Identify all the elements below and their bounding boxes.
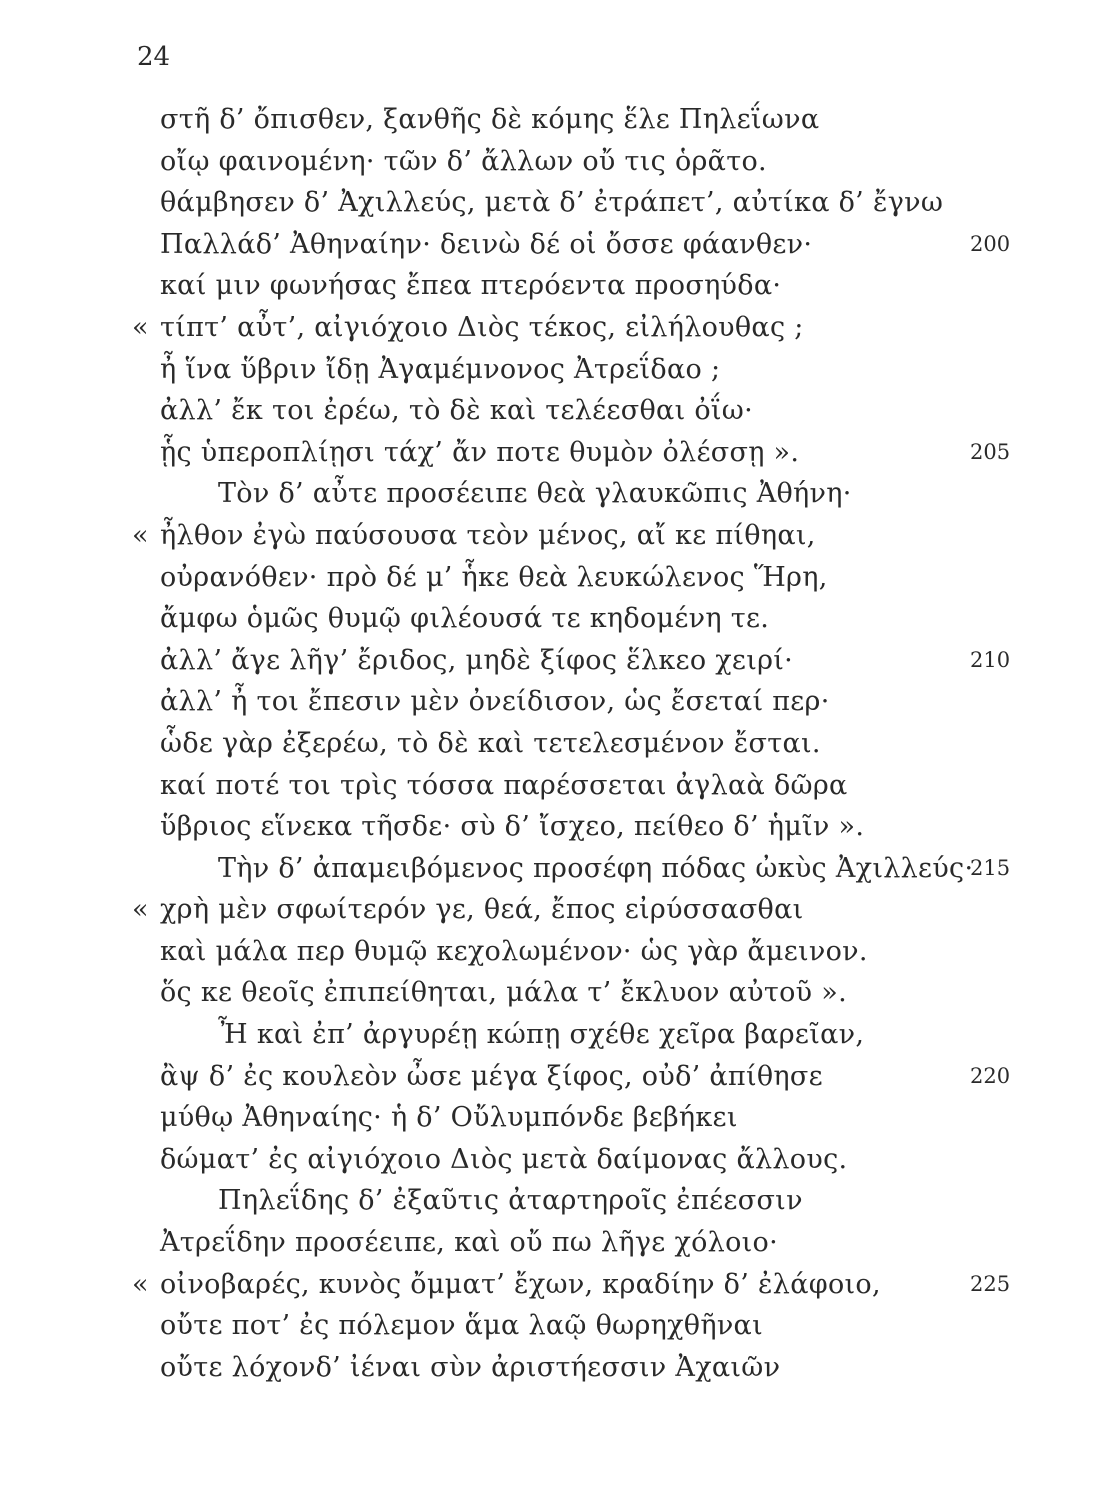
verse-line [0,765,1099,807]
verse-line [0,307,1099,349]
verse-line [0,1139,1099,1181]
verse-text: Τὴν δ’ ἀπαμειβόμενος προσέφη πόδας ὠκὺς Ἀχιλλεύς· [218,852,974,884]
quote-mark: « [132,519,149,551]
verse-line [0,1222,1099,1264]
line-number: 225 [970,1271,1011,1296]
verse-line [0,681,1099,723]
verse-text: Ἀτρεΐδην προσέειπε, καὶ οὔ πω λῆγε χόλοιο· [160,1227,778,1259]
verse-text: οὔτε ποτ’ ἐς πόλεμον ἅμα λαῷ θωρηχθῆναι [160,1310,763,1342]
quote-mark: « [132,894,149,926]
verse-text: Τὸν δ’ αὖτε προσέειπε θεὰ γλαυκῶπις Ἀθήνη· [218,478,852,510]
verse-line [0,1097,1099,1139]
verse-text: δώματ’ ἐς αἰγιόχοιο Διὸς μετὰ δαίμονας ἄλλους. [160,1143,848,1175]
verse-text: οὐρανόθεν· πρὸ δέ μ’ ἧκε θεὰ λευκώλενος Ἥρη, [160,561,828,593]
verse-line [0,848,1099,890]
verse-text: ὧδε γὰρ ἐξερέω, τὸ δὲ καὶ τετελεσμένον ἔσται. [160,727,821,759]
verse-text: ᾗς ὑπεροπλίῃσι τάχ’ ἄν ποτε θυμὸν ὀλέσσῃ ». [160,436,800,468]
verse-line [0,723,1099,765]
verse-line [0,1180,1099,1222]
verse-line [0,265,1099,307]
line-number: 220 [970,1063,1011,1088]
verse-line [0,806,1099,848]
verse-text: ἄμφω ὁμῶς θυμῷ φιλέουσά τε κηδομένη τε. [160,603,770,635]
verse-text: Ἦ καὶ ἐπ’ ἀργυρέῃ κώπῃ σχέθε χεῖρα βαρεῖαν, [218,1019,865,1051]
verse-text: ὅς κε θεοῖς ἐπιπείθηται, μάλα τ’ ἔκλυον αὐτοῦ ». [160,977,847,1009]
line-number: 215 [970,855,1011,880]
verse-text: μύθῳ Ἀθηναίης· ἡ δ’ Οὔλυμπόνδε βεβήκει [160,1102,738,1134]
quote-mark: « [132,1268,149,1300]
verse-line [0,557,1099,599]
verse-line [0,1056,1099,1098]
verse-text: οἴῳ φαινομένη· τῶν δ’ ἄλλων οὔ τις ὁρᾶτο. [160,145,767,177]
verse-line [0,1347,1099,1389]
verse-line [0,1014,1099,1056]
verse-text: ἦλθον ἐγὼ παύσουσα τεὸν μένος, αἴ κε πίθηαι, [160,519,816,551]
verse-text: καί μιν φωνήσας ἔπεα πτερόεντα προσηύδα· [160,270,782,302]
page-number: 24 [137,42,171,72]
verse-line [0,515,1099,557]
verse-line [0,640,1099,682]
verse-text: καὶ μάλα περ θυμῷ κεχολωμένον· ὡς γὰρ ἄμεινον. [160,935,868,967]
verse-line [0,972,1099,1014]
verse-line [0,1264,1099,1306]
line-number: 205 [970,439,1011,464]
verse-line [0,432,1099,474]
verse-text: Πηλεΐδης δ’ ἐξαῦτις ἀταρτηροῖς ἐπέεσσιν [218,1185,803,1217]
quote-mark: « [132,311,149,343]
verse-line [0,1305,1099,1347]
verse-text: ἀλλ’ ἦ τοι ἔπεσιν μὲν ὀνείδισον, ὡς ἔσεταί περ· [160,686,830,718]
verse-text: στῆ δ’ ὄπισθεν, ξανθῆς δὲ κόμης ἕλε Πηλεΐωνα [160,104,820,135]
verse-text: ἀλλ’ ἄγε λῆγ’ ἔριδος, μηδὲ ξίφος ἕλκεο χειρί· [160,644,794,676]
verse-line [0,931,1099,973]
verse-text: ὕβριος εἵνεκα τῆσδε· σὺ δ’ ἴσχεο, πείθεο δ’ ἡμῖν ». [160,811,865,843]
verse-line [0,224,1099,266]
verse-line [0,141,1099,183]
line-number: 210 [970,647,1011,672]
verse-text: θάμβησεν δ’ Ἀχιλλεύς, μετὰ δ’ ἐτράπετ’, αὐτίκα δ’ ἔγνω [160,187,944,219]
verse-text: τίπτ’ αὖτ’, αἰγιόχοιο Διὸς τέκος, εἰλήλουθας ; [160,311,804,343]
line-number: 200 [970,231,1011,256]
verse-block [0,99,1099,1388]
verse-line [0,473,1099,515]
verse-text: ἦ ἵνα ὕβριν ἴδῃ Ἀγαμέμνονος Ἀτρεΐδαο ; [160,353,721,385]
verse-text: χρὴ μὲν σφωίτερόν γε, θεά, ἔπος εἰρύσσασθαι [160,894,804,926]
verse-line [0,349,1099,391]
verse-text: καί ποτέ τοι τρὶς τόσσα παρέσσεται ἀγλαὰ δῶρα [160,769,848,801]
verse-line [0,99,1099,141]
verse-text: ἀλλ’ ἔκ τοι ἐρέω, τὸ δὲ καὶ τελέεσθαι ὀΐω· [160,395,753,427]
verse-text: ἂψ δ’ ἐς κουλεὸν ὦσε μέγα ξίφος, οὐδ’ ἀπίθησε [160,1060,823,1092]
verse-line [0,182,1099,224]
verse-text: οἰνοβαρές, κυνὸς ὄμματ’ ἔχων, κραδίην δ’ ἐλάφοιο, [160,1268,881,1300]
verse-line [0,889,1099,931]
verse-text: οὔτε λόχονδ’ ἰέναι σὺν ἀριστήεσσιν Ἀχαιῶν [160,1351,781,1383]
verse-line [0,598,1099,640]
verse-line [0,390,1099,432]
verse-text: Παλλάδ’ Ἀθηναίην· δεινὼ δέ οἱ ὄσσε φάανθεν· [160,228,813,260]
